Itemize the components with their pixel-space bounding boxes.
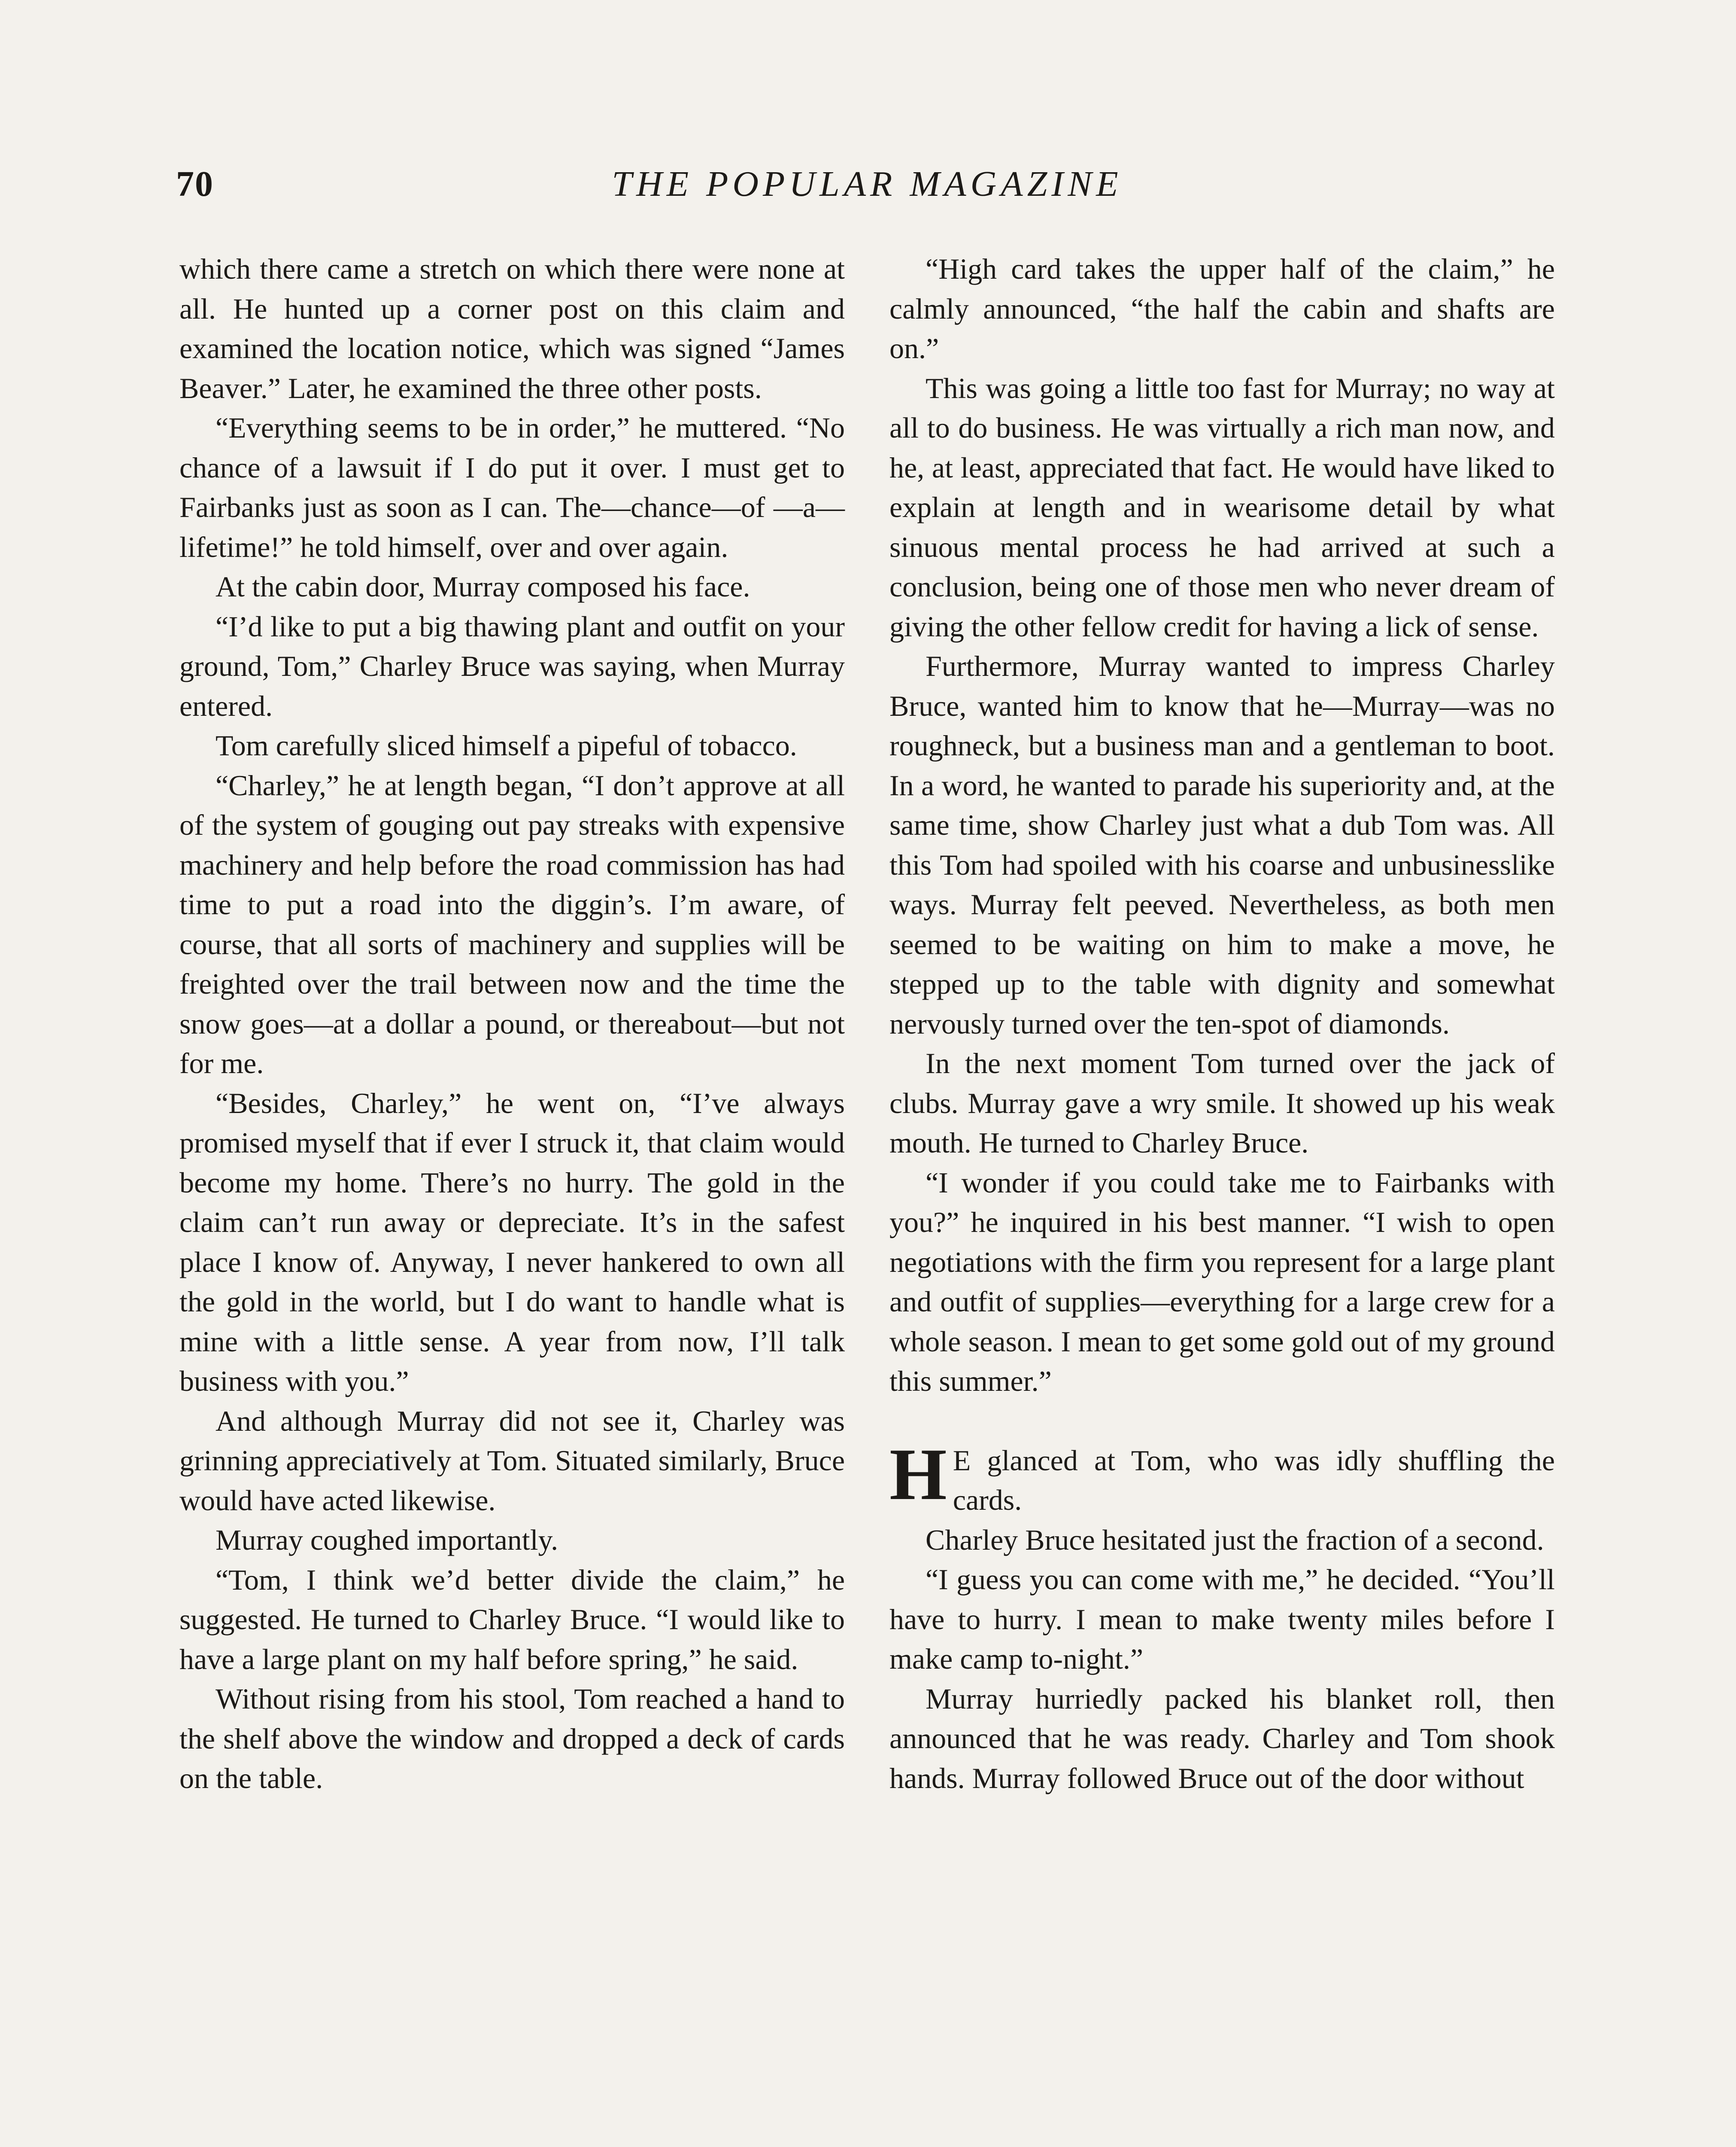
right-column bbox=[889, 249, 1555, 1798]
paragraph: “Besides, Charley,” he went on, “I’ve always promised myself that if ever I struck it, that claim would become my home. There’s no hurry. The gold in the claim can’t run away or depreciate. It’s in the safest place I know of. Anyway, I never hankered to own all the gold in the world, but I do want to handle what is mine with a little sense. A year from now, I’ll talk business with you.” bbox=[179, 1086, 845, 1397]
paragraph: Murray coughed importantly. bbox=[215, 1524, 558, 1556]
paragraph: Without rising from his stool, Tom reached a hand to the shelf above the window and dropped a deck of cards on the table. bbox=[179, 1682, 845, 1794]
paragraph: Furthermore, Murray wanted to impress Charley Bruce, wanted him to know that he—Murray—was no roughneck, but a business man and a gentleman to boot. In a word, he wanted to parade his superiority and, at the same time, show Charley just what a dub Tom was. All this Tom had spoiled with his coarse and unbusinesslike ways. Murray felt peeved. Nevertheless, as both men seemed to be waiting on him to make a move, he stepped up to the table with dignity and somewhat nervously turned over the ten-spot of diamonds. bbox=[889, 650, 1555, 1040]
paragraph: “Charley,” he at length began, “I don’t approve at all of the system of gouging out pay streaks with expensive machinery and help before the road commission has had time to put a road into the diggin’s. I’m aware, of course, that all sorts of machinery and supplies will be freighted over the trail between now and the time the snow goes—at a dollar a pound, or thereabout—but not for me. bbox=[179, 769, 845, 1080]
paragraph: In the next moment Tom turned over the jack of clubs. Murray gave a wry smile. It showed up his weak mouth. He turned to Charley Bruce. bbox=[889, 1047, 1555, 1159]
page-header bbox=[176, 163, 1558, 223]
paragraph: “I wonder if you could take me to Fairbanks with you?” he inquired in his best manner. “I wish to open negotiations with the firm you represent for a large plant and outfit of supplies—everything for a large crew for a whole season. I mean to get some gold out of my ground this summer.” bbox=[889, 1166, 1555, 1397]
drop-cap: H bbox=[889, 1433, 947, 1515]
paragraph: This was going a little too fast for Murray; no way at all to do business. He was virtually a rich man now, and he, at least, appreciated that fact. He would have liked to explain at length and in wearisome detail by what sinuous mental process he had arrived at such a conclusion, being one of those men who never dream of giving the other fellow credit for having a lick of sense. bbox=[889, 371, 1555, 643]
running-title: THE POPULAR MAGAZINE bbox=[612, 164, 1123, 204]
paragraph: And although Murray did not see it, Charley was grinning appreciatively at Tom. Situated similarly, Bruce would have acted likewise. bbox=[179, 1404, 845, 1517]
paragraph: which there came a stretch on which there were none at all. He hunted up a corner post on this claim and examined the location notice, which was signed “James Beaver.” Later, he examined the three other posts. bbox=[179, 252, 845, 404]
paragraph: Charley Bruce hesitated just the fraction of a second. bbox=[926, 1523, 1544, 1556]
left-column bbox=[179, 249, 845, 1798]
paragraph: Murray hurriedly packed his blanket roll, then announced that he was ready. Charley and Tom shook hands. Murray followed Bruce out of the door without bbox=[889, 1682, 1555, 1794]
paragraph: “High card takes the upper half of the claim,” he calmly announced, “the half the cabin and shafts are on.” bbox=[889, 252, 1555, 365]
paragraph: Tom carefully sliced himself a pipeful of tobacco. bbox=[215, 729, 797, 762]
paragraph: “Tom, I think we’d better divide the claim,” he suggested. He turned to Charley Bruce. “I would like to have a large plant on my half before spring,” he said. bbox=[179, 1563, 845, 1676]
section-opening-paragraph bbox=[889, 1433, 1555, 1520]
paragraph: “I guess you can come with me,” he decided. “You’ll have to hurry. I mean to make twenty miles before I make camp to-night.” bbox=[889, 1563, 1555, 1675]
paragraph: At the cabin door, Murray composed his face. bbox=[215, 570, 750, 603]
paragraph-text: E glanced at Tom, who was idly shuffling the cards. bbox=[953, 1444, 1555, 1516]
paragraph: “I’d like to put a big thawing plant and outfit on your ground, Tom,” Charley Bruce was saying, when Murray entered. bbox=[179, 610, 845, 722]
page-number: 70 bbox=[176, 164, 214, 204]
paragraph: “Everything seems to be in order,” he muttered. “No chance of a lawsuit if I do put it over. I must get to Fairbanks just as soon as I can. The—chance—of —a—lifetime!” he told himself, over and over again. bbox=[179, 411, 845, 563]
